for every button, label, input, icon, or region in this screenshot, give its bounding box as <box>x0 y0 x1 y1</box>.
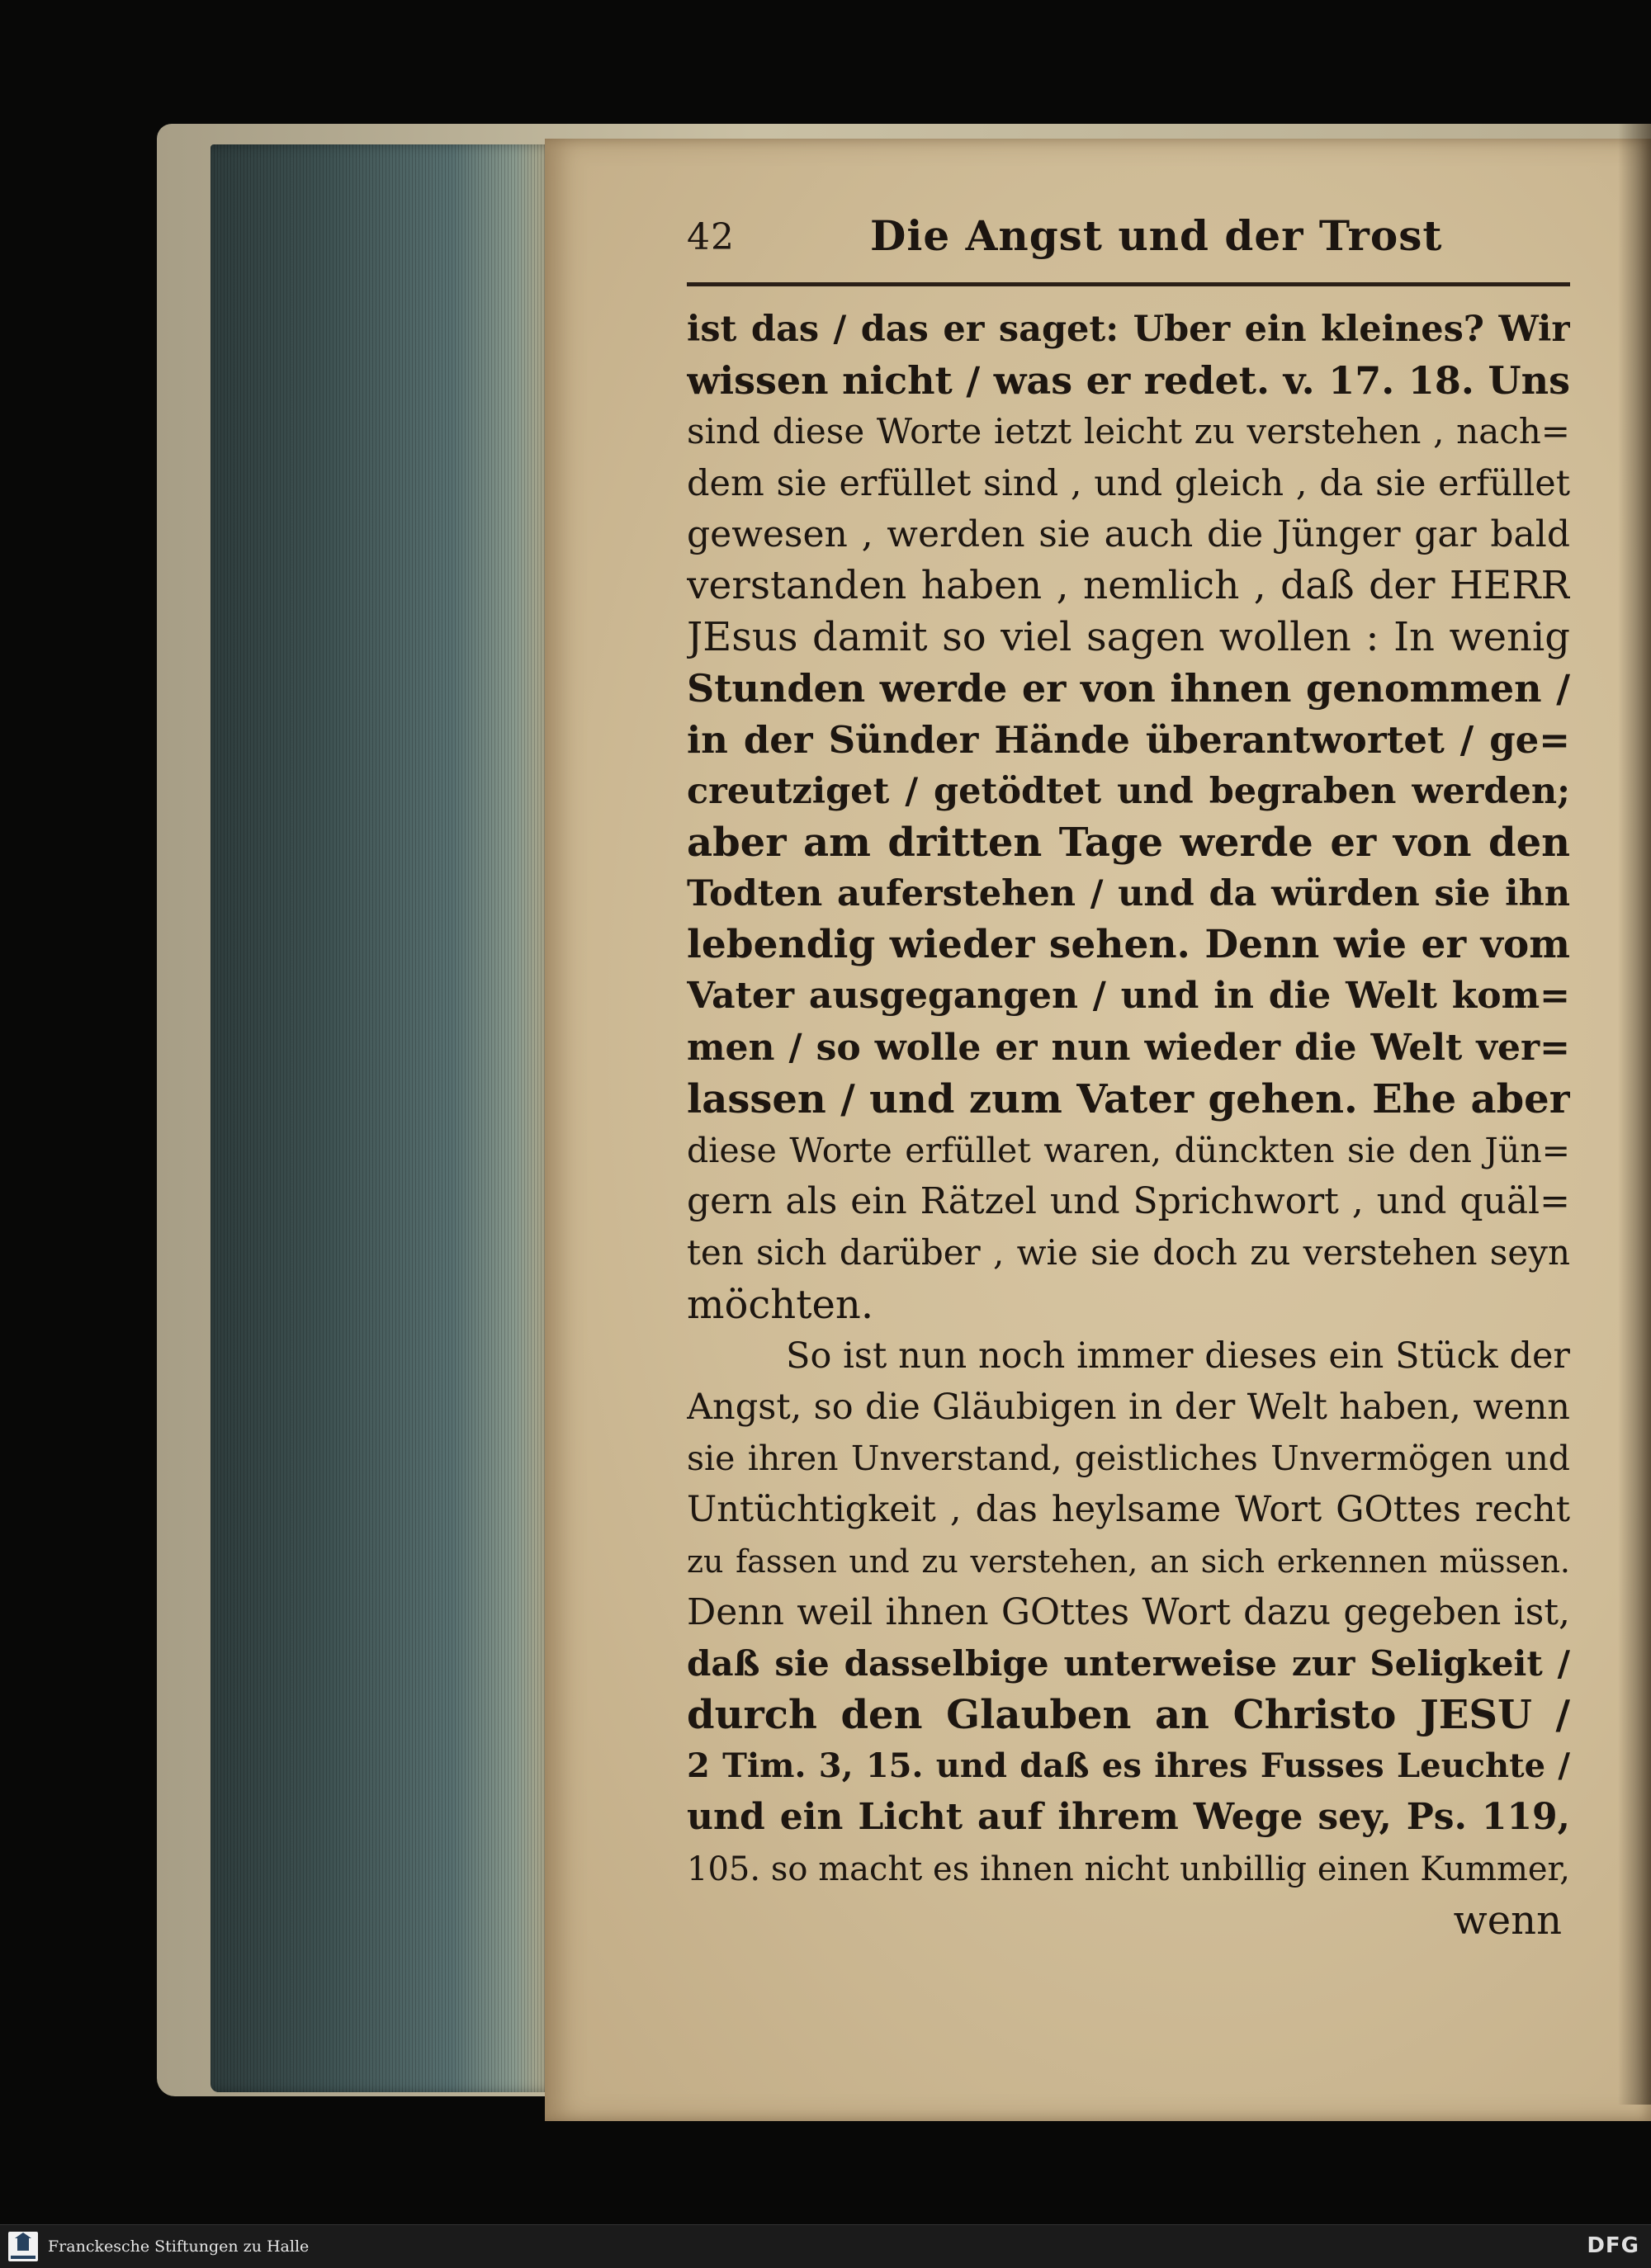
text-line: Vater ausgegangen / und in die Welt kom= <box>687 975 1570 1018</box>
institution-logo-icon <box>8 2232 38 2261</box>
page-edges <box>211 144 557 2092</box>
viewer-footer <box>0 2224 1651 2268</box>
text-line: lebendig wieder sehen. Denn wie er vom <box>687 922 1570 968</box>
text-line: lassen / und zum Vater gehen. Ehe aber <box>687 1075 1570 1122</box>
text-line: So ist nun noch immer dieses ein Stück der <box>786 1335 1570 1377</box>
text-line: Todten auferstehen / und da würden sie ihn <box>687 873 1570 915</box>
text-line: gern als ein Rätzel und Sprichwort , und quäl= <box>687 1180 1570 1223</box>
text-line: Denn weil ihnen GOttes Wort dazu gegeben ist, <box>687 1590 1570 1633</box>
text-line: sie ihren Unverstand, geistliches Unvermögen und <box>687 1439 1570 1479</box>
text-line: in der Sünder Hände überantwortet / ge= <box>687 717 1570 762</box>
text-line: aber am dritten Tage werde er von den <box>687 819 1570 866</box>
text-line: ten sich darüber , wie sie doch zu verstehen seyn <box>687 1232 1570 1273</box>
text-line: Untüchtigkeit , das heylsame Wort GOttes recht <box>687 1489 1570 1531</box>
text-line: dem sie erfüllet sind , und gleich , da sie erfüllet <box>687 462 1570 504</box>
institution-name: Franckesche Stiftungen zu Halle <box>48 2237 310 2256</box>
text-line: men / so wolle er nun wieder die Welt ver= <box>687 1026 1570 1069</box>
body-text <box>687 304 1570 1946</box>
text-line: JEsus damit so viel sagen wollen : In wenig <box>687 614 1570 661</box>
text-line: daß sie dasselbige unterweise zur Seligkeit / <box>687 1642 1570 1684</box>
text-line: möchten. <box>687 1281 874 1328</box>
text-line: sind diese Worte ietzt leicht zu verstehen , nach= <box>687 411 1570 452</box>
running-title: Die Angst und der Trost <box>870 211 1443 260</box>
text-line: wissen nicht / was er redet. v. 17. 18. Uns <box>687 358 1570 404</box>
text-line: verstanden haben , nemlich , daß der HERR <box>687 562 1570 608</box>
text-line: gewesen , werden sie auch die Jünger gar bald <box>687 513 1570 555</box>
text-line: diese Worte erfüllet waren, dünckten sie den Jün= <box>687 1131 1570 1170</box>
text-line: 2 Tim. 3, 15. und daß es ihres Fusses Leuchte / <box>687 1746 1570 1786</box>
text-line: Angst, so die Gläubigen in der Welt haben, wenn <box>687 1386 1570 1428</box>
text-line: creutziget / getödtet und begraben werden; <box>687 770 1570 812</box>
page-gutter-shadow <box>1618 124 1651 2105</box>
running-header <box>687 211 1570 277</box>
catchword: wenn <box>1453 1897 1562 1944</box>
text-line: Stunden werde er von ihnen genommen / <box>687 666 1570 711</box>
text-line: zu fassen und zu verstehen, an sich erkennen müssen. <box>687 1543 1570 1580</box>
text-line: ist das / das er saget: Uber ein kleines? Wir <box>687 309 1570 350</box>
header-rule <box>687 282 1570 286</box>
text-line: durch den Glauben an Christo JESU / <box>687 1692 1570 1739</box>
page-number: 42 <box>687 216 735 258</box>
dfg-logo: DFG <box>1587 2233 1639 2258</box>
text-line: 105. so macht es ihnen nicht unbillig einen Kummer, <box>687 1850 1570 1888</box>
text-line: und ein Licht auf ihrem Wege sey, Ps. 119, <box>687 1796 1570 1839</box>
